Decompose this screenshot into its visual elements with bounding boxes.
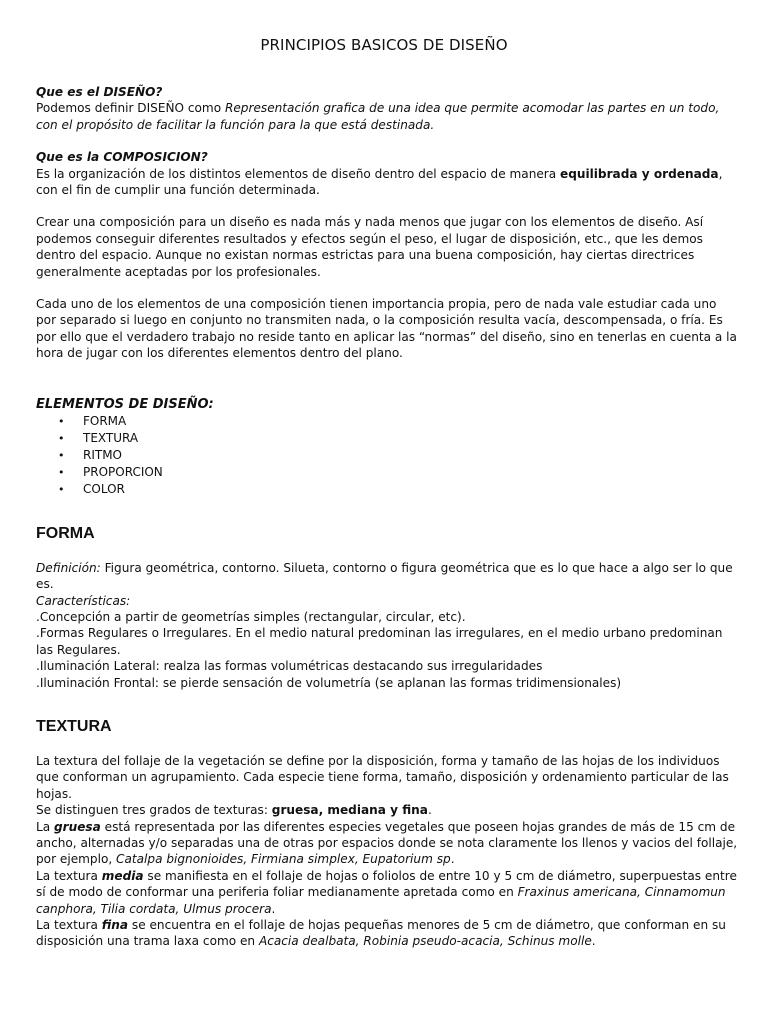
list-item-label: PROPORCION [83, 464, 163, 479]
forma-def-label: Definición: [36, 560, 101, 575]
diseno-def-prefix: Podemos definir DISEÑO como [36, 101, 225, 116]
bullet-icon: • [58, 482, 65, 496]
textura-gruesa-end: . [450, 852, 455, 867]
list-item [36, 430, 740, 447]
forma-definition [36, 560, 740, 593]
section-heading-forma: FORMA [36, 524, 95, 542]
section-heading-textura: TEXTURA [36, 717, 112, 735]
list-item [36, 447, 740, 464]
diseno-definition [36, 100, 740, 133]
list-item [36, 481, 740, 498]
textura-fina-end: . [591, 934, 596, 949]
elementos-heading: ELEMENTOS DE DISEÑO: [36, 396, 214, 412]
bullet-icon: • [58, 431, 65, 445]
textura-media-pre: La textura [36, 868, 102, 883]
question-composicion: Que es la COMPOSICION? [36, 150, 208, 165]
elementos-list [36, 413, 740, 498]
textura-media-species: Fraxinus americana, Cinnamomun canphora, Tilia cordata, Ulmus procera [36, 885, 726, 916]
forma-line: .Concepción a partir de geometrías simples (rectangular, circular, etc). [36, 609, 466, 624]
textura-gruesa [36, 819, 740, 868]
textura-media [36, 868, 740, 917]
page-title: PRINCIPIOS BASICOS DE DISEÑO [260, 36, 508, 54]
bullet-icon: • [58, 465, 65, 479]
composicion-p1-bold: equilibrada y ordenada [560, 166, 719, 181]
textura-intro: La textura del follaje de la vegetación se define por la disposición, forma y tamaño de las hojas de los individuos que conforman un agrupamiento. Cada especie tiene forma, tamaño, disposición y ordenamiento particular de las hojas. [36, 753, 729, 801]
textura-fina-text: se encuentra en el follaje de hojas pequeñas menores de 5 cm de diámetro, que conforman en su disposición una trama laxa como en [36, 918, 726, 949]
list-item-label: COLOR [83, 481, 125, 496]
list-item-label: FORMA [83, 413, 127, 428]
forma-line: .Iluminación Lateral: realza las formas volumétricas destacando sus irregularidades [36, 659, 543, 674]
textura-grades [36, 802, 740, 818]
forma-line: .Formas Regulares o Irregulares. En el medio natural predominan las irregulares, en el medio urbano predominan las Regulares. [36, 626, 723, 657]
list-item-label: RITMO [83, 447, 123, 462]
textura-gruesa-pre: La [36, 819, 54, 834]
textura-grades-bold: gruesa, mediana y fina [271, 803, 428, 818]
document-body [36, 84, 740, 950]
textura-gruesa-word: gruesa [54, 819, 101, 834]
textura-fina [36, 917, 740, 950]
forma-line: .Iluminación Frontal: se pierde sensación de volumetría (se aplanan las formas tridimensionales) [36, 675, 622, 690]
question-diseno: Que es el DISEÑO? [36, 85, 163, 99]
list-item-label: TEXTURA [83, 430, 139, 445]
composicion-p1-prefix: Es la organización de los distintos elementos de diseño dentro del espacio de manera [36, 166, 561, 181]
textura-media-end: . [271, 901, 276, 916]
textura-gruesa-species: Catalpa bignonioides, Firmiana simplex, Eupatorium sp [116, 852, 451, 867]
composicion-paragraph-2: Crear una composición para un diseño es nada más y nada menos que jugar con los elementos de diseño. Así podemos conseguir diferentes resultados y efectos según el peso, el lugar de disposición, etc., que les demos dentro del espacio. Aunque no existan normas estrictas para una buena composición, hay ciertas directrices generalmente aceptadas por los profesionales. [36, 215, 704, 279]
composicion-p1-suffix: , con el fin de cumplir una función determinada. [36, 166, 723, 198]
textura-grades-suffix: . [427, 803, 432, 818]
textura-gruesa-text: está representada por las diferentes especies vegetales que poseen hojas grandes de más de 15 cm de ancho, alternadas y/o separadas una de otras por espacios donde se nota claramente los llenos y vacios del follaje, por ejemplo, [36, 819, 738, 867]
textura-fina-pre: La textura [36, 918, 102, 932]
list-item [36, 413, 740, 430]
composicion-paragraph-1 [36, 166, 740, 199]
forma-characteristics-label: Características: [36, 593, 131, 608]
textura-fina-word: fina [101, 918, 129, 932]
textura-grades-prefix: Se distinguen tres grados de texturas: [36, 803, 272, 818]
composicion-paragraph-3: Cada uno de los elementos de una composición tienen importancia propia, pero de nada vale estudiar cada uno por separado si luego en conjunto no transmiten nada, o la composición resulta vacía, descompensada, o fría. Es por ello que el verdadero trabajo no reside tanto en aplicar las “normas” del diseño, sino en tenerlas en cuenta a la hora de jugar con los diferentes elementos dentro del plano. [36, 297, 737, 361]
textura-media-word: media [101, 868, 144, 883]
diseno-def-italic: Representación grafica de una idea que permite acomodar las partes en un todo, con el propósito de facilitar la función para la que está destinada. [36, 101, 720, 132]
textura-fina-species: Acacia dealbata, Robinia pseudo-acacia, Schinus molle [258, 934, 592, 949]
bullet-icon: • [58, 448, 65, 462]
forma-def-text: Figura geométrica, contorno. Silueta, contorno o figura geométrica que es lo que hace a algo ser lo que es. [36, 560, 733, 592]
list-item [36, 464, 740, 481]
bullet-icon: • [58, 414, 65, 428]
textura-media-text: se manifiesta en el follaje de hojas o foliolos de entre 10 y 5 cm de diámetro, superpuestas entre sí de modo de conformar una periferia foliar medianamente apretada como en [36, 868, 737, 900]
